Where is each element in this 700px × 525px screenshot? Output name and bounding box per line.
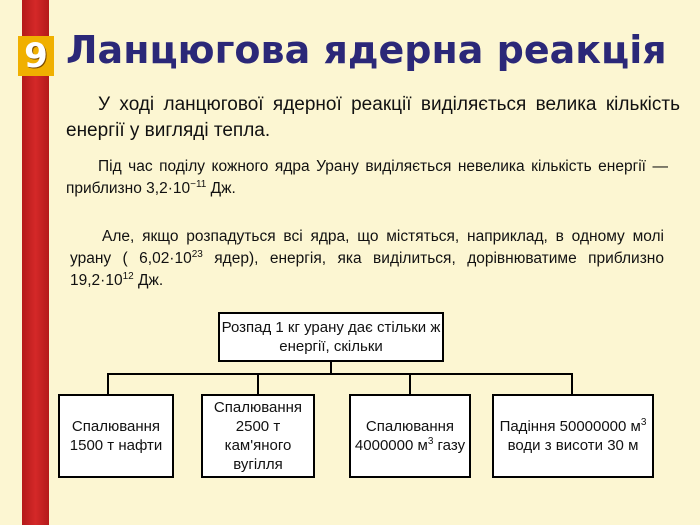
gas-text-b: газу xyxy=(433,437,466,454)
diagram-oil-box xyxy=(58,394,174,478)
diagram-coal-box xyxy=(201,394,315,478)
p3-text-b: ядер), енергія, яка виділиться, дорівнюватиме приблизно 19,2·10 xyxy=(70,250,664,289)
water-text-a: Падіння 50000000 м xyxy=(499,418,641,435)
diagram-water-text xyxy=(494,417,652,455)
diagram-gas-text xyxy=(351,417,469,455)
diagram-oil-text: Спалювання 1500 т нафти xyxy=(69,418,163,454)
diagram-top-box xyxy=(218,312,444,362)
diagram-water-box xyxy=(492,394,654,478)
diagram-coal-text: Спалювання 2500 т кам'яного вугілля xyxy=(213,399,303,473)
slide-title: Ланцюгова ядерна реакція xyxy=(66,28,667,72)
slide-number-badge: 9 xyxy=(18,36,54,76)
p3-text-a: Але, якщо розпадуться всі ядра, що містяться, наприклад, в одному молі урану ( 6,02·10 xyxy=(70,228,664,267)
p2-exponent: −11 xyxy=(190,178,207,190)
water-exponent: 3 xyxy=(640,417,647,428)
water-text-b: води з висоти 30 м xyxy=(507,437,639,454)
p2-text: Під час поділу кожного ядра Урану виділяється невелика кількість енергії — приблизно 3,2·10 xyxy=(66,158,668,197)
diagram-top-text: Розпад 1 кг урану дає стільки ж енергії, скільки xyxy=(221,319,441,355)
gas-exponent: 3 xyxy=(427,436,434,447)
diagram-gas-box xyxy=(349,394,471,478)
p3-text-c: Дж. xyxy=(133,272,164,289)
p3-exponent-2: 12 xyxy=(122,270,134,282)
p3-exponent-1: 23 xyxy=(191,248,203,260)
paragraph-intro-text: У ході ланцюгової ядерної реакції виділяється велика кількість енергії у вигляді тепла. xyxy=(66,94,680,141)
p2-end: Дж. xyxy=(206,180,236,197)
gas-text-a: Спалювання 4000000 м xyxy=(354,418,455,454)
